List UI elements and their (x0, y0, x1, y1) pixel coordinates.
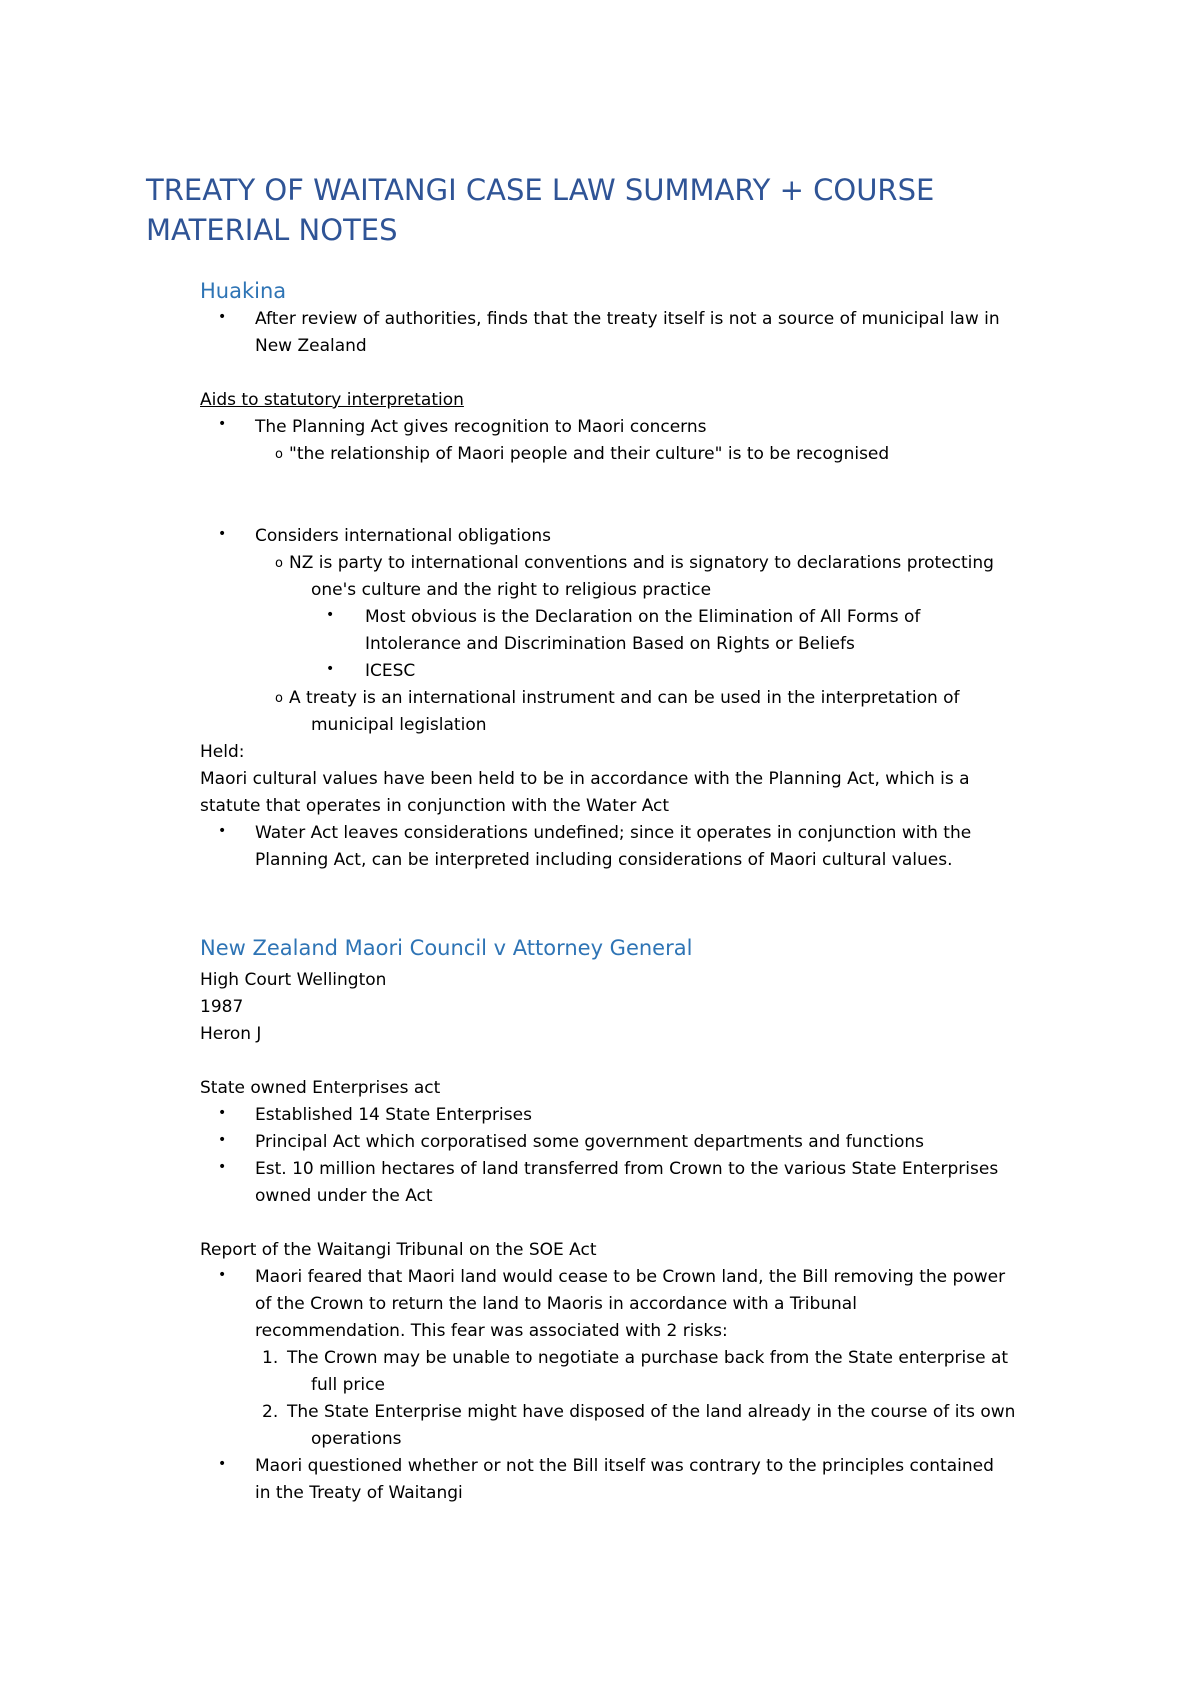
bullet-icon: • (218, 309, 227, 325)
paragraph: New Zealand (255, 336, 367, 356)
paragraph: statute that operates in conjunction with the Water Act (200, 796, 670, 816)
circle-bullet-icon: o (275, 556, 283, 571)
paragraph: The State Enterprise might have disposed of the land already in the course of its own (287, 1402, 1016, 1422)
bullet-icon: • (218, 823, 227, 839)
court-name: High Court Wellington (200, 970, 387, 990)
list-number: 2. (262, 1402, 279, 1422)
bullet-icon: • (218, 1105, 227, 1121)
bullet-icon: • (218, 526, 227, 542)
paragraph: Maori cultural values have been held to be in accordance with the Planning Act, which is a (200, 769, 970, 789)
subheading-tribunal-report: Report of the Waitangi Tribunal on the SOE Act (200, 1240, 597, 1260)
list-number: 1. (262, 1348, 279, 1368)
paragraph: Most obvious is the Declaration on the Elimination of All Forms of (365, 607, 921, 627)
paragraph: operations (311, 1429, 402, 1449)
paragraph: Maori questioned whether or not the Bill itself was contrary to the principles contained (255, 1456, 994, 1476)
list-item: Principal Act which corporatised some government departments and functions (255, 1132, 924, 1152)
document-title-line-1: TREATY OF WAITANGI CASE LAW SUMMARY + COURSE (146, 173, 935, 207)
circle-bullet-icon: o (275, 691, 283, 706)
circle-bullet-icon: o (275, 447, 283, 462)
section-heading-huakina: Huakina (200, 279, 287, 303)
subheading-soe-act: State owned Enterprises act (200, 1078, 441, 1098)
paragraph: Considers international obligations (255, 526, 552, 546)
paragraph: NZ is party to international conventions and is signatory to declarations protecting (289, 553, 994, 573)
paragraph: Intolerance and Discrimination Based on Rights or Beliefs (365, 634, 855, 654)
bullet-icon: • (218, 1267, 227, 1283)
judge-name: Heron J (200, 1024, 262, 1044)
bullet-icon: • (218, 1132, 227, 1148)
paragraph: The Planning Act gives recognition to Maori concerns (255, 417, 707, 437)
held-label: Held: (200, 742, 245, 762)
list-item: Established 14 State Enterprises (255, 1105, 532, 1125)
paragraph: A treaty is an international instrument and can be used in the interpretation of (289, 688, 960, 708)
bullet-icon: • (326, 661, 335, 677)
document-title-line-2: MATERIAL NOTES (146, 213, 398, 247)
paragraph: of the Crown to return the land to Maoris in accordance with a Tribunal (255, 1294, 857, 1314)
case-year: 1987 (200, 997, 244, 1017)
paragraph: municipal legislation (311, 715, 487, 735)
paragraph: After review of authorities, finds that the treaty itself is not a source of municipal law in (255, 309, 1000, 329)
section-heading-nzmc: New Zealand Maori Council v Attorney General (200, 936, 693, 960)
paragraph: one's culture and the right to religious practice (311, 580, 712, 600)
bullet-icon: • (326, 607, 335, 623)
paragraph: Water Act leaves considerations undefined; since it operates in conjunction with the (255, 823, 972, 843)
paragraph: The Crown may be unable to negotiate a purchase back from the State enterprise at (287, 1348, 1009, 1368)
subheading-aids-to-interpretation: Aids to statutory interpretation (200, 390, 464, 410)
paragraph: full price (311, 1375, 385, 1395)
paragraph: ICESC (365, 661, 416, 681)
paragraph: "the relationship of Maori people and their culture" is to be recognised (289, 444, 890, 464)
bullet-icon: • (218, 1456, 227, 1472)
bullet-icon: • (218, 1159, 227, 1175)
paragraph: in the Treaty of Waitangi (255, 1483, 463, 1503)
bullet-icon: • (218, 416, 227, 432)
paragraph: Planning Act, can be interpreted including considerations of Maori cultural values. (255, 850, 953, 870)
paragraph: Maori feared that Maori land would cease to be Crown land, the Bill removing the power (255, 1267, 1006, 1287)
list-item: Est. 10 million hectares of land transferred from Crown to the various State Enterprises (255, 1159, 999, 1179)
list-item: owned under the Act (255, 1186, 433, 1206)
paragraph: recommendation. This fear was associated with 2 risks: (255, 1321, 728, 1341)
